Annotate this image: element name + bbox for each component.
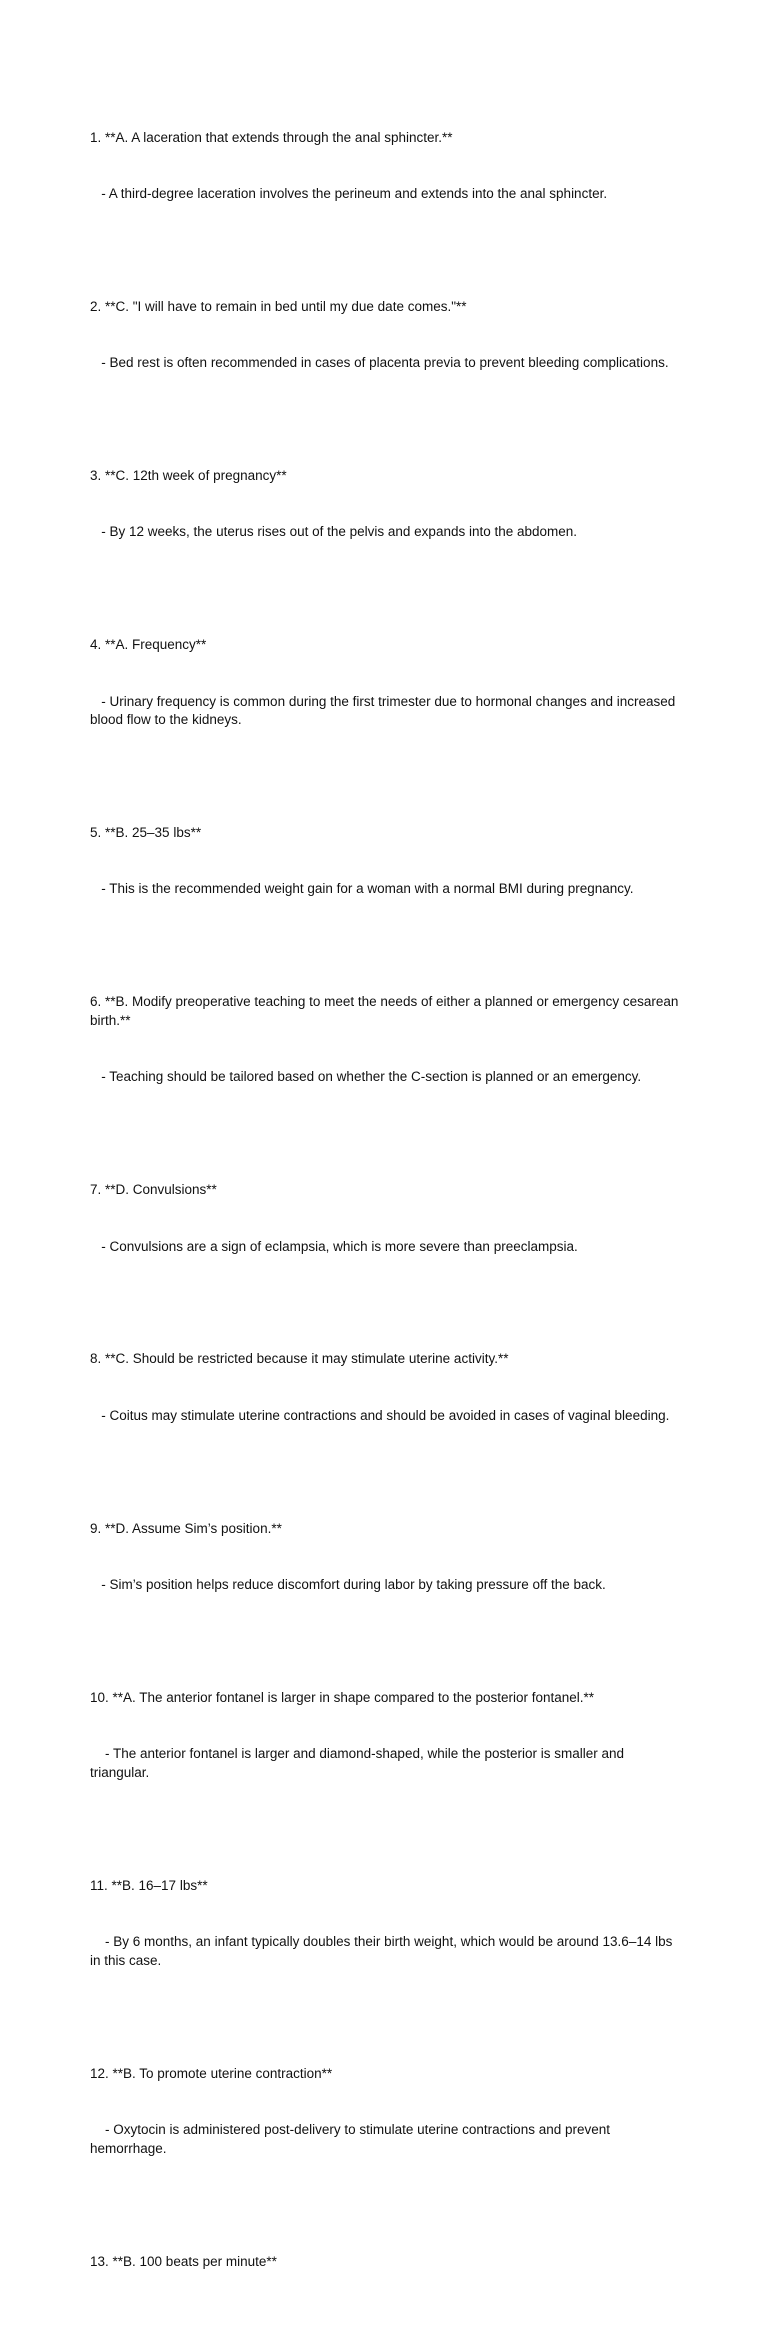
answer-explanation: - This is the recommended weight gain for a woman with a normal BMI during pregnancy. (90, 881, 634, 897)
answer-item (90, 429, 680, 579)
answer-question: 4. **A. Frequency** (90, 637, 207, 653)
answer-question: 1. **A. A laceration that extends through the anal sphincter.** (90, 129, 453, 145)
answer-explanation: - Oxytocin is administered post-delivery to stimulate uterine contractions and prevent hemorrhage. (90, 2122, 614, 2156)
answer-item (90, 1651, 680, 1820)
answer-question: 6. **B. Modify preoperative teaching to meet the needs of either a planned or emergency cesarean birth.** (90, 994, 683, 1029)
answer-question: 10. **A. The anterior fontanel is larger in shape compared to the posterior fontanel.** (90, 1689, 595, 1705)
answer-explanation: - A third-degree laceration involves the perineum and extends into the anal sphincter. (90, 185, 608, 201)
answer-question: 2. **C. "I will have to remain in bed until my due date comes."** (90, 298, 467, 314)
answer-item (90, 2027, 680, 2196)
answer-item (90, 956, 683, 1125)
answer-explanation: - By 12 weeks, the uterus rises out of the pelvis and expands into the abdomen. (90, 524, 578, 540)
answer-question: 11. **B. 16–17 lbs** (90, 1877, 208, 1893)
answer-item (90, 2215, 680, 2309)
answer-question: 12. **B. To promote uterine contraction** (90, 2065, 333, 2081)
answer-item (90, 91, 680, 241)
answer-explanation: - Sim’s position helps reduce discomfort during labor by taking pressure off the back. (90, 1576, 606, 1592)
answer-question: 3. **C. 12th week of pregnancy** (90, 467, 287, 483)
answer-item (90, 1313, 680, 1463)
answer-item (90, 599, 680, 768)
answer-question: 8. **C. Should be restricted because it may stimulate uterine activity.** (90, 1351, 509, 1367)
answer-explanation: - By 6 months, an infant typically doubles their birth weight, which would be around 13.6–14 lbs in this case. (90, 1934, 677, 1968)
answer-item (90, 1839, 680, 2008)
answer-explanation: - The anterior fontanel is larger and diamond-shaped, while the posterior is smaller and triangular. (90, 1746, 628, 1780)
answer-list (90, 91, 683, 2328)
answer-question: 13. **B. 100 beats per minute** (90, 2253, 277, 2269)
answer-explanation: - Bed rest is often recommended in cases of placenta previa to prevent bleeding complications. (90, 355, 669, 371)
answer-explanation: - Urinary frequency is common during the first trimester due to hormonal changes and increased blood flow to the kidneys. (90, 693, 680, 728)
answer-question: 7. **D. Convulsions** (90, 1182, 217, 1198)
answer-explanation: - Coitus may stimulate uterine contractions and should be avoided in cases of vaginal bleeding. (90, 1407, 670, 1423)
answer-item (90, 260, 680, 410)
answer-explanation: - Teaching should be tailored based on whether the C-section is planned or an emergency. (90, 1069, 642, 1085)
answer-item (90, 1482, 680, 1632)
answer-item (90, 1144, 680, 1294)
answer-item (90, 786, 680, 936)
answer-explanation: - Convulsions are a sign of eclampsia, which is more severe than preeclampsia. (90, 1238, 578, 1254)
answer-question: 9. **D. Assume Sim’s position.** (90, 1520, 282, 1536)
answer-question: 5. **B. 25–35 lbs** (90, 825, 202, 841)
